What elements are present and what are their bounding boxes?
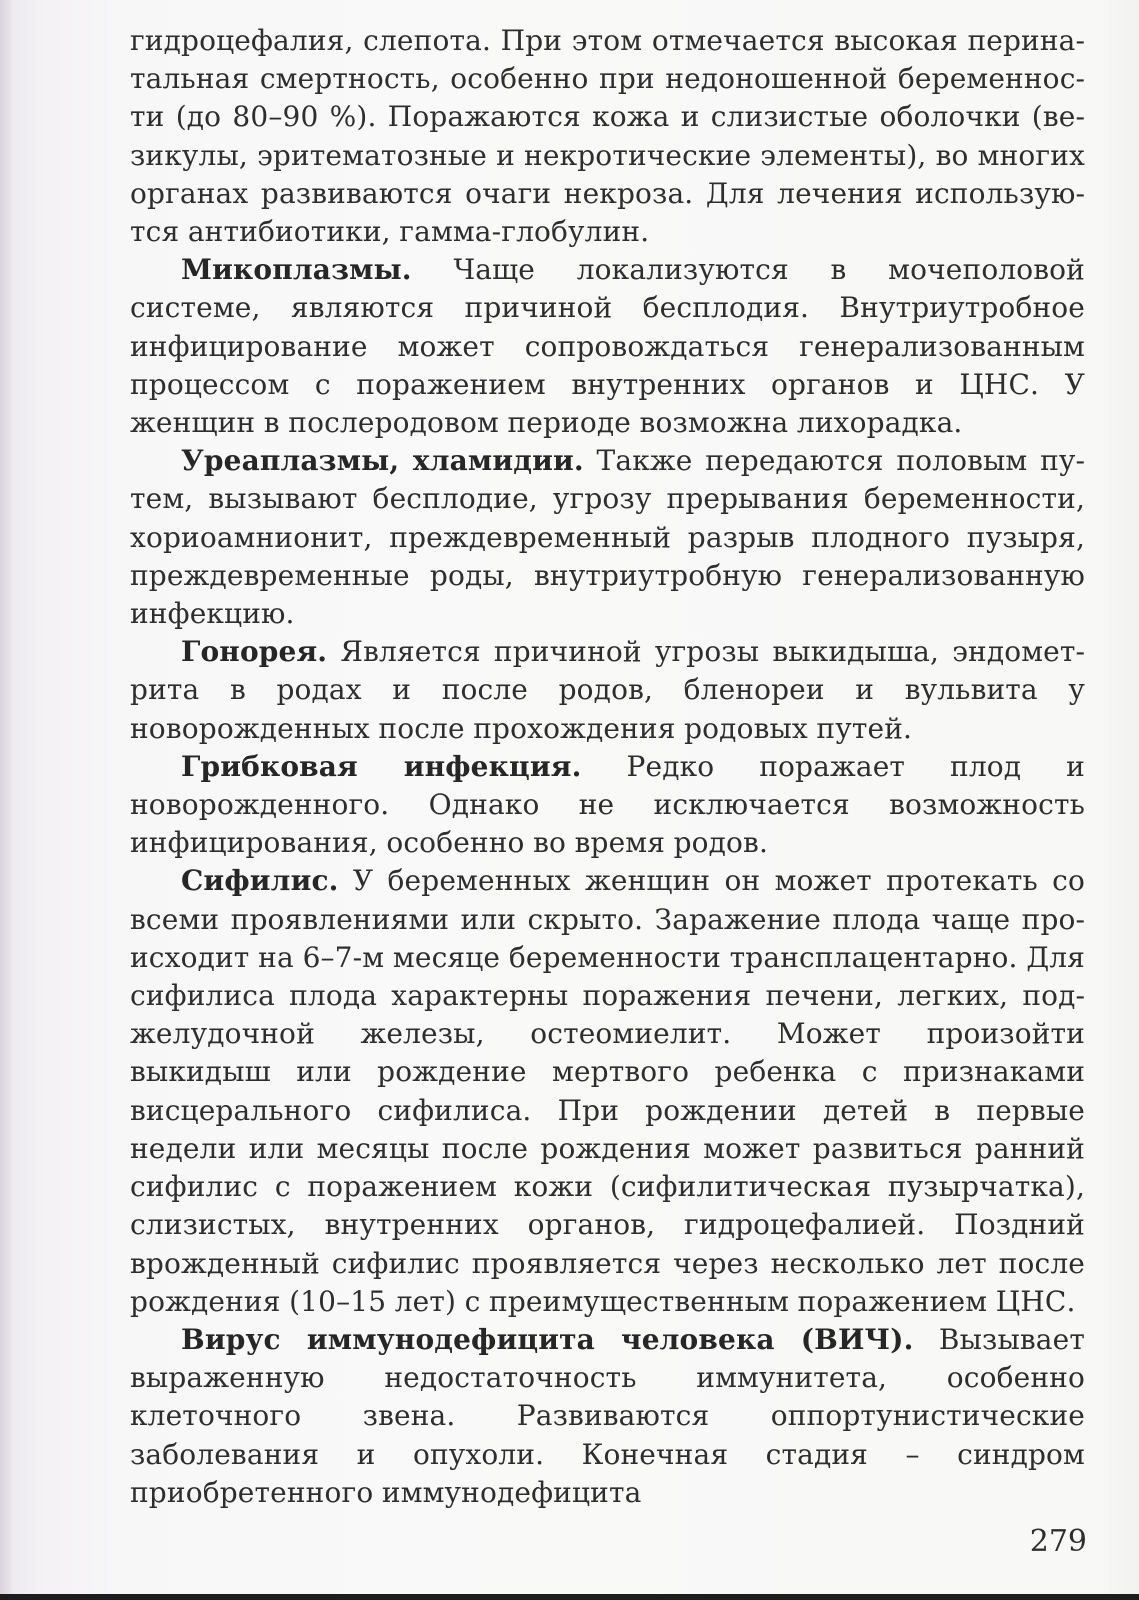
paragraph-text: Также передаются половым путем, вызывают бесплодие, угрозу прерывания беременности, хориоамнионит, преждевременный разрыв плодного пузыря, преждевременные роды, внутриутробную генерализованную инфекцию. xyxy=(130,444,1085,631)
paragraph-text: Вызывает выраженную недостаточность иммунитета, особенно клеточного звена. Развиваются оппортунистические заболевания и опухоли. Конечная стадия – синдром приобретенного иммунодефицита xyxy=(130,1322,1085,1509)
paragraph-heading: Сифилис. xyxy=(181,864,339,898)
paragraph-heading: Вирус иммунодефицита человека (ВИЧ). xyxy=(181,1322,914,1356)
paragraph-ureaplasma xyxy=(130,442,1085,633)
paragraph-text: Чаще локализуются в мочеполовой системе, являются причиной бесплодия. Внутриутробное инфицирование может сопровождаться генерализованным процессом с поражением внутренних органов и ЦНС. У женщин в послеродовом периоде возможна лихорадка. xyxy=(130,253,1085,440)
paragraph-heading: Уреаплазмы, хламидии. xyxy=(181,444,584,478)
paragraph-text: гидроцефалия, слепота. При этом отмечается высокая перинатальная смертность, особенно при недоношенной беременности (до 80–90 %). Поражаются кожа и слизистые оболочки (везикулы, эритематозные и некротические элементы), во многих органах развиваются очаги некроза. Для лечения используются антибиотики, гамма-глобулин. xyxy=(130,24,1085,249)
paragraph-heading: Грибковая инфекция. xyxy=(181,749,582,783)
paragraph-text: Редко поражает плод и новорожденного. Однако не исключается возможность инфицирования, особенно во время родов. xyxy=(130,749,1085,860)
paragraph-syphilis xyxy=(130,862,1085,1320)
spine-shadow xyxy=(0,0,14,1594)
paragraph-intro xyxy=(130,22,1085,251)
text-body xyxy=(130,22,1085,1512)
page-number: 279 xyxy=(1029,1524,1087,1559)
page-bottom-edge xyxy=(0,1594,1139,1600)
paragraph-text: Является причиной угрозы выкидыша, эндометрита в родах и после родов, бленореи и вульвита у новорожденных после прохождения родовых путей. xyxy=(130,635,1085,745)
paragraph-fungal xyxy=(130,748,1085,863)
paragraph-gonorrhea xyxy=(130,633,1085,748)
paragraph-hiv xyxy=(130,1321,1085,1512)
paragraph-mycoplasma xyxy=(130,251,1085,442)
paragraph-heading: Микоплазмы. xyxy=(181,253,412,287)
paragraph-heading: Гонорея. xyxy=(181,635,328,669)
paragraph-text: У беременных женщин он может протекать со всеми проявлениями или скрыто. Заражение плода чаще происходит на 6–7-м месяце беременности трансплацентарно. Для сифилиса плода характерны поражения печени, легких, поджелудочной железы, остеомиелит. Может произойти выкидыш или рождение мертвого ребенка с признаками висцерального сифилиса. При рождении детей в первые недели или месяцы после рождения может развиться ранний сифилис с поражением кожи (сифилитическая пузырчатка), слизистых, внутренних органов, гидроцефалией. Поздний врожденный сифилис проявляется через несколько лет после рождения (10–15 лет) с преимущественным поражением ЦНС. xyxy=(130,864,1085,1318)
